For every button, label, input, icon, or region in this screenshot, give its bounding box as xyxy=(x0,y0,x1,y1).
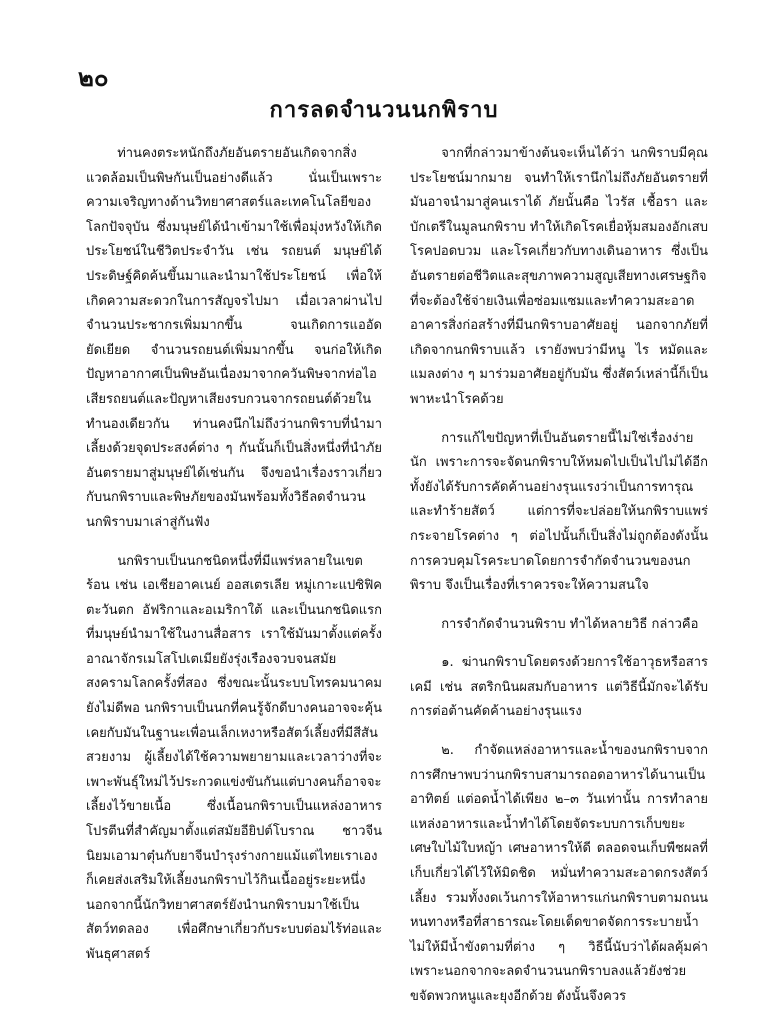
paragraph: จากที่กล่าวมาข้างต้นจะเห็นได้ว่า นกพิราบมีคุณประโยชน์มากมาย จนทำให้เรานึกไม่ถึงภัยอันตรายที่มันอาจนำมาสู่คนเราได้ ภัยนั้นคือ ไวรัส เชื้อรา และบักเตรีในมูลนกพิราบ ทำให้เกิดโรคเยื่อหุ้มสมองอักเสบ โรคปอดบวม และโรคเกี่ยวกับทางเดินอาหาร ซึ่งเป็นอันตรายต่อชีวิตและสุขภาพความสูญเสียทางเศรษฐกิจ ที่จะต้องใช้จ่ายเงินเพื่อซ่อมแซมและทำความสะอาดอาคารสิ่งก่อสร้างที่มีนกพิราบอาศัยอยู่ นอกจากภัยที่เกิดจากนกพิราบแล้ว เรายังพบว่ามีหนู ไร หมัดและแมลงต่าง ๆ มาร่วมอาศัยอยู่กับมัน ซึ่งสัตว์เหล่านี้ก็เป็นพาหะนำโรคด้วย xyxy=(410,146,708,407)
paragraph: การแก้ไขปัญหาที่เป็นอันตรายนี้ไม่ใช่เรื่องง่ายนัก เพราะการจะจัดนกพิราบให้หมดไปเป็นไปไม่ได้อีกทั้งยังได้รับการคัดค้านอย่างรุนแรงว่าเป็นการทารุณและทำร้ายสัตว์ แต่การที่จะปล่อยให้นกพิราบแพร่กระจายโรคต่าง ๆ ต่อไปนั้นก็เป็นสิ่งไม่ถูกต้องดังนั้นการควบคุมโรคระบาดโดยการจำกัดจำนวนของนกพิราบ จึงเป็นเรื่องที่เราควรจะให้ความสนใจ xyxy=(410,430,708,594)
right-column xyxy=(410,142,708,1024)
paragraph: ท่านคงตระหนักถึงภัยอันตรายอันเกิดจากสิ่งแวดล้อมเป็นพิษกันเป็นอย่างดีแล้ว นั่นเป็นเพราะความเจริญทางด้านวิทยาศาสตร์และเทคโนโลยีของโลกปัจจุบัน ซึ่งมนุษย์ได้นำเข้ามาใช้เพื่อมุ่งหวังให้เกิดประโยชน์ในชีวิตประจำวัน เช่น รถยนต์ มนุษย์ได้ประดิษฐ์คิดค้นขึ้นมาและนำมาใช้ประโยชน์ เพื่อให้เกิดความสะดวกในการสัญจรไปมา เมื่อเวลาผ่านไป จำนวนประชากรเพิ่มมากขึ้น จนเกิดการแออัดยัดเยียด จำนวนรถยนต์เพิ่มมากขึ้น จนก่อให้เกิดปัญหาอากาศเป็นพิษอันเนื่องมาจากควันพิษจากท่อไอเสียรถยนต์และปัญหาเสียงรบกวนจากรถยนต์ด้วยในทำนองเดียวกัน ท่านคงนึกไม่ถึงว่านกพิราบที่นำมาเลี้ยงด้วยจุดประสงค์ต่าง ๆ กันนั้นก็เป็นสิ่งหนึ่งที่นำภัยอันตรายมาสู่มนุษย์ได้เช่นกัน จึงขอนำเรื่องราวเกี่ยวกับนกพิราบและพิษภัยของมันพร้อมทั้งวิธีลดจำนวนนกพิราบมาเล่าสู่กันฟัง xyxy=(86,146,382,530)
paragraph: การจำกัดจำนวนพิราบ ทำได้หลายวิธี กล่าวคือ xyxy=(441,616,699,632)
numbered-item: ๑. ฆ่านกพิราบโดยตรงด้วยการใช้อาวุธหรือสารเคมี เช่น สตริกนินผสมกับอาหาร แต่วิธีนี้มักจะได้รับการต่อต้านคัดค้านอย่างรุนแรง xyxy=(410,655,708,720)
article-title: การลดจำนวนนกพิราบ xyxy=(269,98,499,123)
paragraph: นกพิราบเป็นนกชนิดหนึ่งที่มีแพร่หลายในเขตร้อน เช่น เอเชียอาคเนย์ ออสเตรเลีย หมู่เกาะแปซิฟิคตะวันตก อัฟริกาและอเมริกาใต้ และเป็นนกชนิดแรกที่มนุษย์นำมาใช้ในงานสื่อสาร เราใช้มันมาตั้งแต่ครั้งอาณาจักรเมโสโปเตเมียยังรุ่งเรืองจวบจนสมัยสงครามโลกครั้งที่สอง ซึ่งขณะนั้นระบบโทรคมนาคมยังไม่ดีพอ นกพิราบเป็นนกที่คนรู้จักดีบางคนอาจจะคุ้นเคยกับมันในฐานะเพื่อนเล็กเหงาหรือสัตว์เลี้ยงที่มีสีสันสวยงาม ผู้เลี้ยงได้ใช้ความพยายามและเวลาว่างที่จะเพาะพันธุ์ใหม่ไว้ประกวดแข่งขันกันแต่บางคนก็อาจจะเลี้ยงไว้ขายเนื้อ ซึ่งเนื้อนกพิราบเป็นแหล่งอาหารโปรตีนที่สำคัญมาตั้งแต่สมัยอียิปต์โบราณ ชาวจีนนิยมเอามาตุ๋นกับยาจีนบำรุงร่างกายแม้แต่ไทยเราเองก็เคยส่งเสริมให้เลี้ยงนกพิราบไว้กินเนื้ออยู่ระยะหนึ่ง นอกจากนี้นักวิทยาศาสตร์ยังนำนกพิราบมาใช้เป็นสัตว์ทดลอง เพื่อศึกษาเกี่ยวกับระบบต่อมไร้ท่อและพันธุศาสตร์ xyxy=(86,553,382,962)
page-number: ๒๐ xyxy=(78,64,109,92)
numbered-item: ๒. กำจัดแหล่งอาหารและน้ำของนกพิราบจากการศึกษาพบว่านกพิราบสามารถอดอาหารได้นานเป็นอาทิตย์ แต่อดน้ำได้เพียง ๒–๓ วันเท่านั้น การทำลายแหล่งอาหารและน้ำทำได้โดยจัดระบบการเก็บขยะ เศษใบไม้ใบหญ้า เศษอาหารให้ดี ตลอดจนเก็บพืชผลที่เก็บเกี่ยวได้ไว้ให้มิดชิด หมั่นทำความสะอาดกรงสัตว์เลี้ยง รวมทั้งงดเว้นการให้อาหารแก่นกพิราบตามถนนหนทางหรือที่สาธารณะโดยเด็ดขาดจัดการระบายน้ำไม่ให้มีน้ำขังตามที่ต่าง ๆ วิธีนี้นับว่าได้ผลคุ้มค่า เพราะนอกจากจะลดจำนวนนกพิราบลงแล้วยังช่วยขจัดพวกหนูและยุงอีกด้วย ดังนั้นจึงควร xyxy=(410,743,708,1004)
left-column xyxy=(86,142,382,982)
